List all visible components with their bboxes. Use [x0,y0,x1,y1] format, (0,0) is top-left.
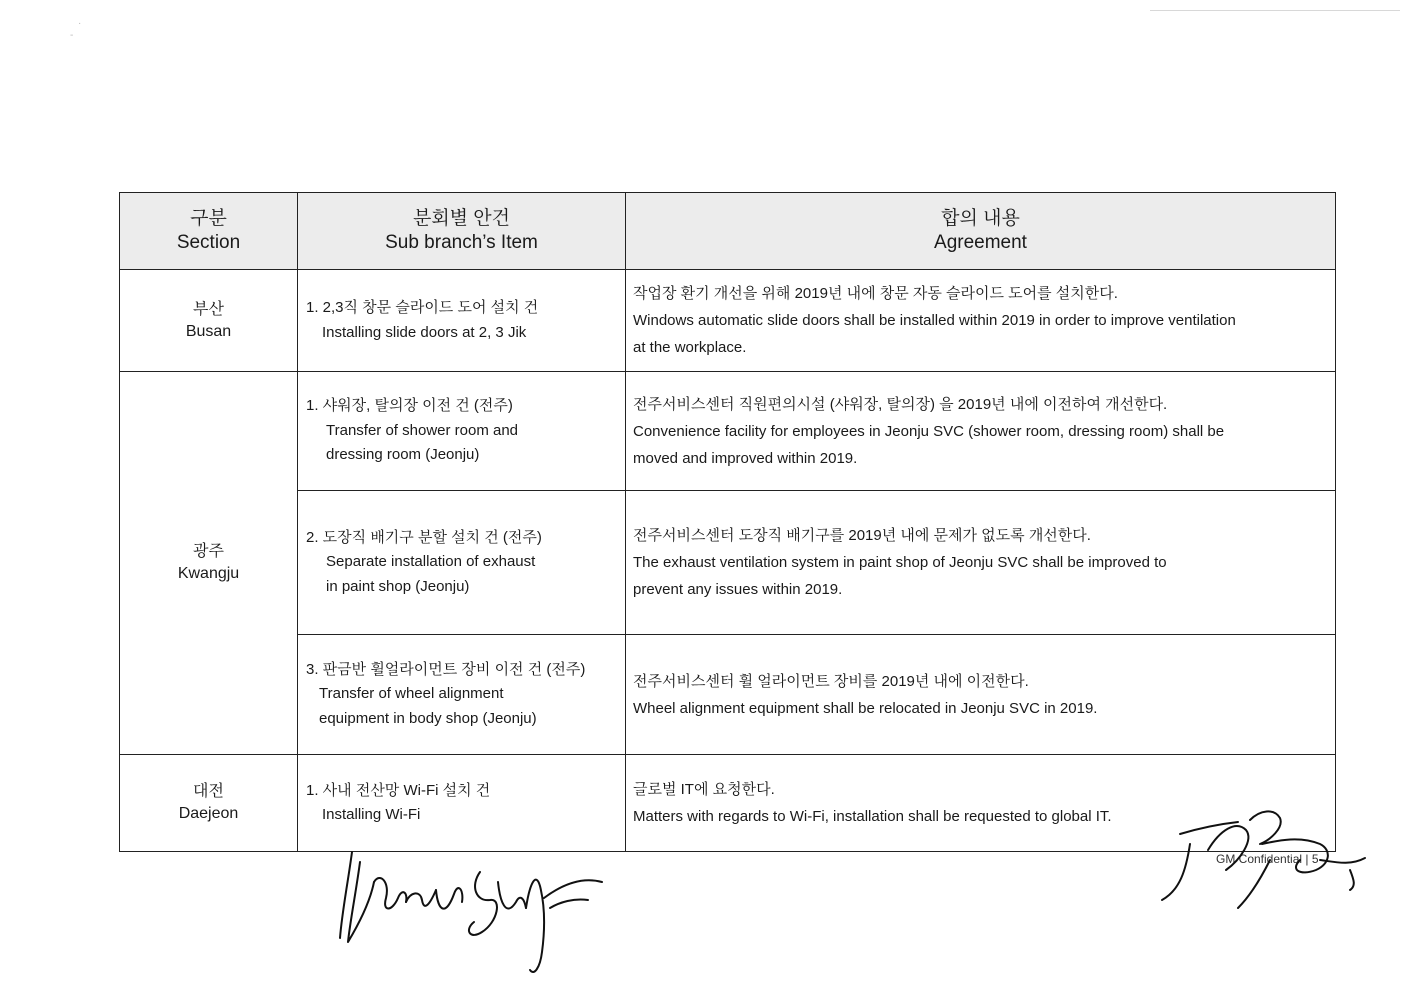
header-en: Sub branch’s Item [385,232,538,253]
signature-right [1150,800,1375,915]
page-number: 5 [1311,852,1319,866]
header-ko: 합의 내용 [941,208,1020,229]
item-en: equipment in body shop (Jeonju) [319,709,537,727]
item-ko: 3. 판금반 휠얼라이먼트 장비 이전 건 (전주) [306,660,586,678]
header-item [298,193,626,270]
item-en: Installing slide doors at 2, 3 Jik [322,323,527,341]
agreement-ko: 전주서비스센터 도장직 배기구를 2019년 내에 문제가 없도록 개선한다. [633,527,1091,544]
agreement-en: The exhaust ventilation system in paint shop of Jeonju SVC shall be improved to [633,554,1167,571]
agreement-ko: 작업장 환기 개선을 위해 2019년 내에 창문 자동 슬라이드 도어를 설치한다. [633,285,1118,302]
item-cell [298,491,626,635]
agreement-en: Matters with regards to Wi-Fi, installation shall be requested to global IT. [633,808,1112,825]
agreement-cell [626,270,1336,372]
item-ko: 1. 샤워장, 탈의장 이전 건 (전주) [306,397,513,415]
signature-left [330,842,620,982]
header-ko: 분회별 안건 [412,208,511,229]
header-en: Section [176,232,241,253]
footer-separator: | [1305,852,1309,866]
agreement-en: Wheel alignment equipment shall be relocated in Jeonju SVC in 2019. [633,699,1098,717]
section-cell-busan [120,270,298,372]
item-cell [298,755,626,852]
scan-speck: · [78,18,82,29]
header-ko: 구분 [190,208,227,229]
item-en: Transfer of wheel alignment [319,685,504,703]
header-section [120,193,298,270]
item-en: Separate installation of exhaust [326,553,536,571]
header-agreement [626,193,1336,270]
scan-speck: - [70,30,74,41]
section-cell-daejeon [120,755,298,852]
item-en: in paint shop (Jeonju) [326,577,470,595]
table-row [120,491,1336,635]
item-cell [298,270,626,372]
agreement-ko: 글로벌 IT에 요청한다. [633,781,775,798]
table-row [120,270,1336,372]
agreement-cell [626,635,1336,755]
item-ko: 1. 2,3직 창문 슬라이드 도어 설치 건 [306,299,539,316]
section-ko: 부산 [193,300,224,318]
item-cell [298,635,626,755]
section-en: Busan [185,322,232,340]
section-en: Daejeon [178,805,239,822]
agreement-ko: 전주서비스센터 직원편의시설 (샤워장, 탈의장) 을 2019년 내에 이전하여 개선한다. [633,395,1168,413]
top-edge-line [1150,10,1400,11]
agreement-cell [626,372,1336,491]
table-row [120,635,1336,755]
section-cell-kwangju [120,372,298,755]
agreement-en: Windows automatic slide doors shall be installed within 2019 in order to improve ventilation [633,312,1236,329]
item-en: Installing Wi-Fi [322,806,421,823]
agreement-table [119,192,1336,852]
section-ko: 대전 [193,783,224,800]
confidential-label: GM Confidential [1216,852,1303,866]
header-en: Agreement [934,232,1027,253]
agreement-cell [626,491,1336,635]
agreement-en: Convenience facility for employees in Jeonju SVC (shower room, dressing room) shall be [633,422,1225,440]
agreement-ko: 전주서비스센터 휠 얼라이먼트 장비를 2019년 내에 이전한다. [633,672,1029,690]
agreement-en: moved and improved within 2019. [633,449,858,467]
item-ko: 2. 도장직 배기구 분할 설치 건 (전주) [306,528,542,546]
agreement-en: at the workplace. [633,339,747,356]
section-en: Kwangju [177,565,240,582]
item-cell [298,372,626,491]
item-en: dressing room (Jeonju) [326,446,480,464]
item-en: Transfer of shower room and [326,421,519,439]
section-ko: 광주 [193,543,224,560]
table-row [120,372,1336,491]
table-header-row [120,193,1336,270]
agreement-en: prevent any issues within 2019. [633,581,843,598]
item-ko: 1. 사내 전산망 Wi-Fi 설치 건 [306,781,491,799]
